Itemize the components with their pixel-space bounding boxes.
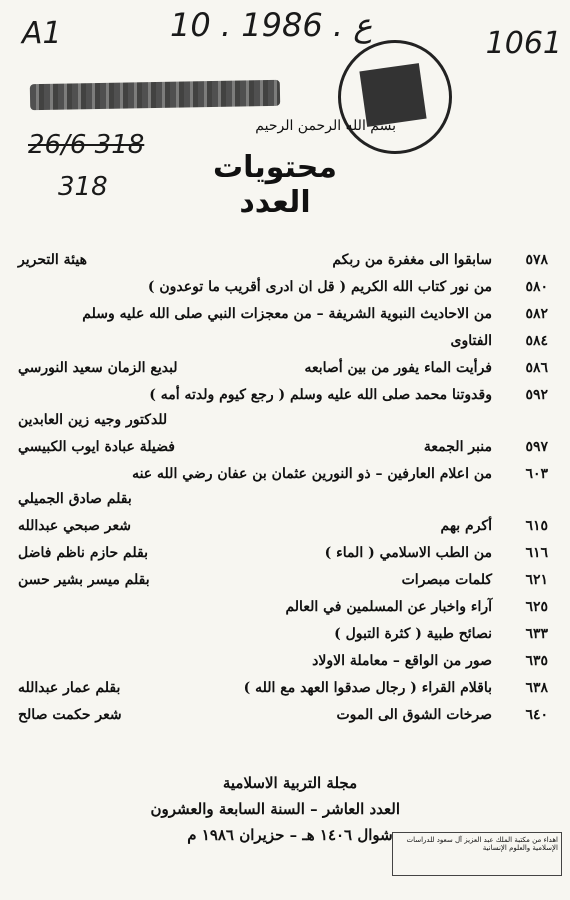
toc-page-number: ٥٩٢ [525, 387, 548, 403]
toc-page-number: ٥٨٢ [525, 306, 548, 322]
toc-row [18, 545, 548, 572]
toc-title: من الاحاديث النبوية الشريفة – من معجزات النبي صلى الله عليه وسلم [82, 306, 492, 322]
toc-row [18, 466, 548, 518]
toc-title: الفتاوى [450, 333, 492, 349]
toc-author: شعر حكمت صالح [18, 707, 122, 723]
toc-author: بقلم ميسر بشير حسن [18, 572, 150, 588]
toc-title: من نور كتاب الله الكريم ( قل ان ادرى أقريب ما توعدون ) [147, 279, 492, 295]
toc-page-number: ٦٣٣ [525, 626, 548, 642]
toc-title: فرأيت الماء يفور من بين أصابعه [304, 360, 492, 376]
toc-title: باقلام القراء ( رجال صدقوا العهد مع الله ) [243, 680, 492, 696]
handwritten-ref-2: 318 [58, 172, 108, 202]
toc-author: شعر صبحي عبدالله [18, 518, 131, 534]
toc-title: نصائح طبية ( كثرة التبول ) [334, 626, 492, 642]
page-title: محتويات العدد [213, 150, 337, 220]
toc-row [18, 252, 548, 279]
toc-page-number: ٦٣٨ [525, 680, 548, 696]
toc-title: سابقوا الى مغفرة من ربكم [332, 252, 492, 268]
toc-row [18, 387, 548, 439]
issue-info: العدد العاشر – السنة السابعة والعشرون [150, 800, 400, 818]
toc-title: من الطب الاسلامي ( الماء ) [324, 545, 492, 561]
handwritten-number: 1061 [485, 26, 562, 61]
toc-row [18, 707, 548, 734]
toc-author: فضيلة عبادة ايوب الكبيسي [18, 439, 175, 455]
toc-title: من اعلام العارفين – ذو النورين عثمان بن عفان رضي الله عنه [132, 466, 492, 482]
toc-page-number: ٦٤٠ [525, 707, 548, 723]
smudged-header [30, 80, 280, 110]
toc-page-number: ٦٣٥ [525, 653, 548, 669]
toc-row [18, 333, 548, 360]
toc-row [18, 626, 548, 653]
toc-row [18, 680, 548, 707]
toc-page-number: ٥٨٤ [525, 333, 548, 349]
toc-row [18, 360, 548, 387]
toc-title: آراء واخبار عن المسلمين في العالم [285, 599, 492, 615]
toc-row [18, 279, 548, 306]
toc-author: للدكتور وجيه زين العابدين [18, 412, 168, 428]
library-seal-stamp [338, 40, 452, 154]
toc-author: بقلم حازم ناظم فاضل [18, 545, 148, 561]
toc-author: لبديع الزمان سعيد النورسي [18, 360, 178, 376]
toc-page-number: ٦٢٥ [525, 599, 548, 615]
toc-row [18, 518, 548, 545]
toc-title: أكرم بهم [440, 518, 492, 534]
toc-row [18, 572, 548, 599]
toc-page-number: ٥٩٧ [525, 439, 548, 455]
toc-page-number: ٥٧٨ [525, 252, 548, 268]
handwritten-code: A1 [22, 16, 62, 51]
toc-title: صور من الواقع – معاملة الاولاد [312, 653, 492, 669]
toc-author: هيئة التحرير [18, 252, 87, 268]
handwritten-ref-1: 26/6 318 [28, 130, 145, 160]
basmala: بسم الله الرحمن الرحيم [255, 118, 396, 134]
donation-stamp: اهداء من مكتبة الملك عبد العزيز آل سعود للدراسات الإسلامية والعلوم الإنسانية [392, 832, 562, 876]
toc-page-number: ٦١٦ [525, 545, 548, 561]
toc-author: بقلم عمار عبدالله [18, 680, 121, 696]
toc-page-number: ٥٨٠ [525, 279, 548, 295]
table-of-contents [18, 252, 548, 734]
toc-title: وقدوتنا محمد صلى الله عليه وسلم ( رجع كيوم ولدته أمه ) [149, 387, 492, 403]
toc-title: منبر الجمعة [423, 439, 492, 455]
toc-row [18, 439, 548, 466]
journal-footer [150, 770, 400, 848]
toc-title: كلمات مبصرات [401, 572, 492, 588]
toc-row [18, 306, 548, 333]
issue-date: شوال ١٤٠٦ هـ – حزيران ١٩٨٦ م [187, 826, 393, 844]
handwritten-date: 10 . ع . 1986 [170, 6, 373, 44]
toc-row [18, 653, 548, 680]
journal-name: مجلة التربية الاسلامية [222, 774, 358, 792]
toc-page-number: ٦٠٣ [525, 466, 548, 482]
toc-page-number: ٥٨٦ [525, 360, 548, 376]
toc-title: صرخات الشوق الى الموت [336, 707, 492, 723]
toc-page-number: ٦١٥ [525, 518, 548, 534]
toc-author: بقلم صادق الجميلي [18, 491, 132, 507]
toc-page-number: ٦٢١ [525, 572, 548, 588]
toc-row [18, 599, 548, 626]
